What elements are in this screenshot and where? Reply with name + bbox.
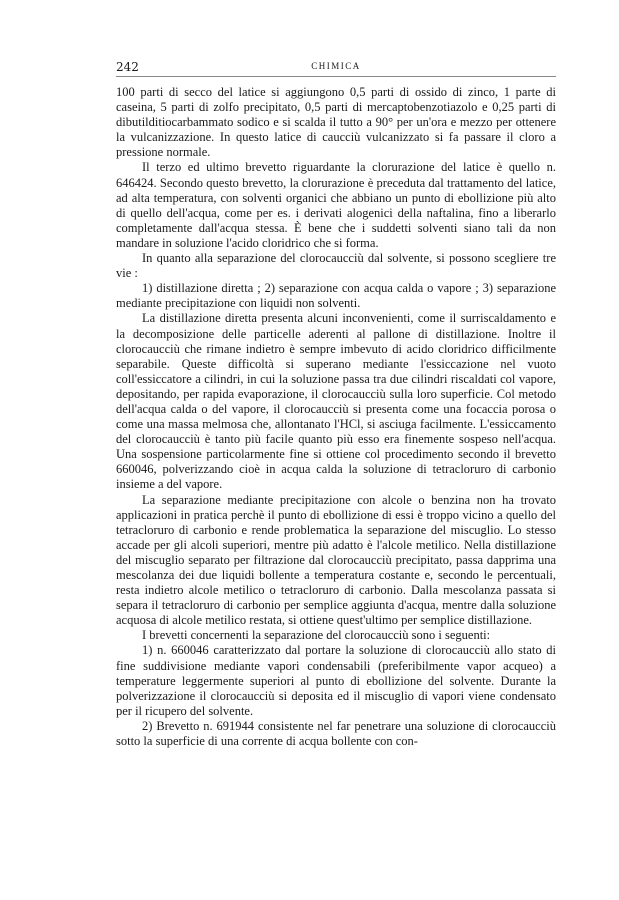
paragraph: Il terzo ed ultimo brevetto riguardante la clorurazione del latice è quello n. 646424. Secondo questo brevetto, la clorurazione è preceduta dal trattamento del latice, ad alta temperatura, con solventi organici che abbiano un punto di ebollizione più alto di quello dell'acqua, come per es. i derivati alogenici della naftalina, fino a liberarlo completamente dall'acqua stessa. È bene che i suddetti solventi siano tali da non mandare in soluzione l'acido cloridrico che si forma.: [116, 160, 556, 250]
paragraph: La separazione mediante precipitazione con alcole o benzina non ha trovato applicazioni in pratica perchè il punto di ebollizione di essi è troppo vicino a quello del tetracloruro di carbonio e rende problematica la separazione del miscuglio. Lo stesso accade per gli alcoli superiori, mentre più adatto è l'alcole metilico. Nella distillazione del miscuglio separato per filtrazione dal clorocaucciù precipitato, passa dapprima una mescolanza dei due liquidi bollente a temperatura costante e, secondo le percentuali, resta indietro alcole metilico o tetracloruro di carbonio. Dalla mescolanza passata si separa il tetracloruro di carbonio per semplice aggiunta d'acqua, mentre dalla soluzione acquosa di alcole metilico restata, si ottiene quest'ultimo per semplice distillazione.: [116, 492, 556, 628]
paragraph: I brevetti concernenti la separazione del clorocaucciù sono i seguenti:: [142, 628, 491, 643]
paragraph: La distillazione diretta presenta alcuni inconvenienti, come il surriscaldamento e la decomposizione delle particelle aderenti al pallone di distillazione. Inoltre il clorocaucciù che rimane indietro è sempre imbevuto di acido cloridrico difficilmente separabile. Queste difficoltà si superano mediante l'essiccazione nel vuoto coll'essiccatore a cilindri, in cui la soluzione passa tra due cilindri riscaldati col vapore, depositando, per rapida evaporazione, il clorocaucciù sulla loro superficie. Col metodo dell'acqua calda o del vapore, il clorocaucciù si presenta come una focaccia porosa o come una massa melmosa che, allontanato l'HCl, si asciuga facilmente. L'essiccamento del clorocaucciù è tanto più facile quanto più esso era finemente sospeso nell'acqua. Una sospensione particolarmente fine si ottiene col procedimento secondo il brevetto 660046, polverizzando cioè in acqua calda la soluzione di tetracloruro di carbonio insieme a del vapore.: [116, 311, 556, 492]
paragraph: 2) Brevetto n. 691944 consistente nel far penetrare una soluzione di clorocaucciù sotto la superficie di una corrente di acqua bollente con con-: [116, 718, 556, 749]
paragraph: 1) distillazione diretta ; 2) separazione con acqua calda o vapore ; 3) separazione mediante precipitazione con liquidi non solventi.: [116, 281, 556, 311]
paragraph: In quanto alla separazione del clorocaucciù dal solvente, si possono scegliere tre vie :: [116, 251, 556, 281]
page-header: [116, 58, 556, 77]
running-head: CHIMICA: [311, 61, 361, 71]
page-number: 242: [116, 60, 139, 74]
paragraph: 1) n. 660046 caratterizzato dal portare la soluzione di clorocaucciù allo stato di fine suddivisione mediante vapori condensabili (preferibilmente vapor acqueo) a temperature leggermente superiori al punto di ebollizione del solvente. Durante la polverizzazione il clorocaucciù si deposita ed il miscuglio di vapori viene condensato per il ricupero del solvente.: [116, 643, 556, 718]
document-page: [116, 58, 556, 749]
paragraph: 100 parti di secco del latice si aggiungono 0,5 parti di ossido di zinco, 1 parte di caseina, 5 parti di zolfo precipitato, 0,5 parti di mercaptobenzotiazolo e 0,25 parti di dibutilditiocarbammato sodico e si scalda il tutto a 90° per un'ora e mezzo per ottenere la vulcanizzazione. In questo latice di caucciù vulcanizzato si fa passare il cloro a pressione normale.: [116, 85, 556, 160]
body-text: [116, 85, 556, 749]
